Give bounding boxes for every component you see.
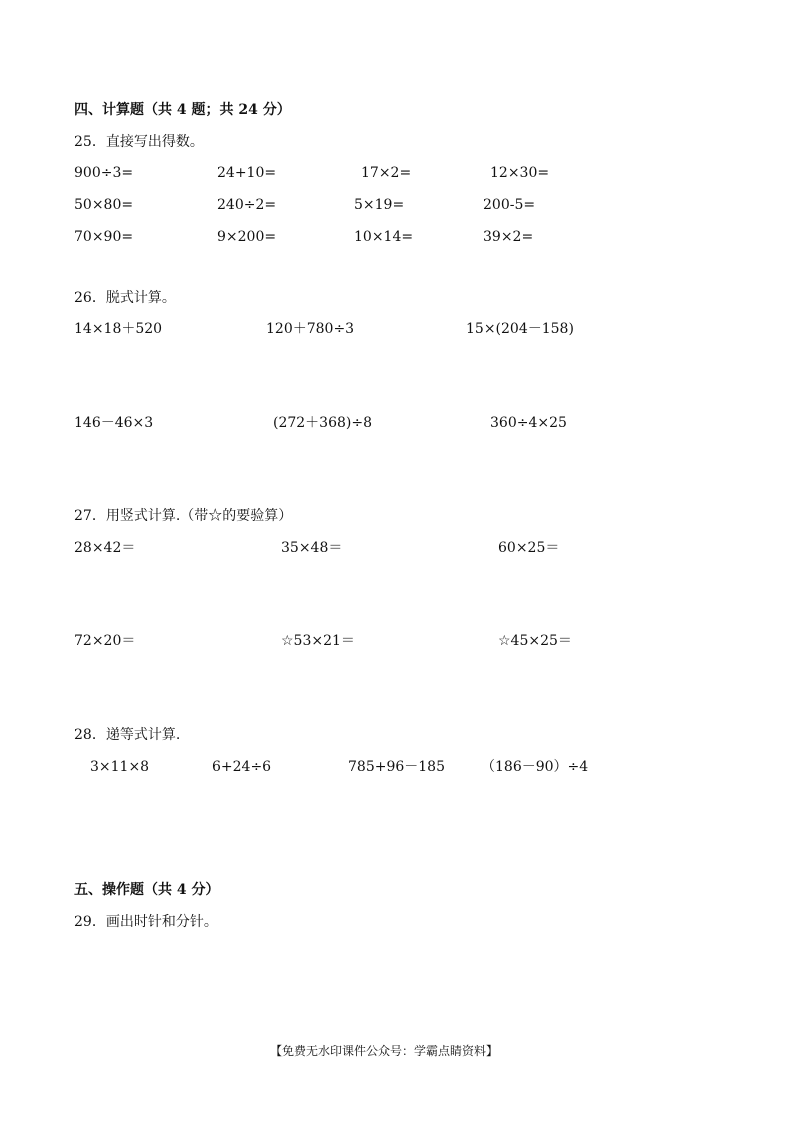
- q26-label: 26．脱式计算。: [74, 290, 176, 306]
- section5-title: 五、操作题（共 4 分）: [74, 882, 220, 898]
- q25-item: 5×19=: [354, 197, 405, 213]
- q25-label: 25．直接写出得数。: [74, 134, 204, 150]
- q27-label: 27．用竖式计算.（带☆的要验算）: [74, 508, 293, 524]
- q28-item: 785+96－185: [348, 759, 445, 775]
- q27-item: 72×20＝: [74, 633, 136, 649]
- q27-item: 28×42＝: [74, 540, 136, 556]
- q28-item: （186－90）÷4: [481, 759, 589, 775]
- q25-item: 70×90=: [74, 229, 134, 245]
- q29-label: 29．画出时针和分针。: [74, 914, 218, 930]
- section4-title: 四、计算题（共 4 题；共 24 分）: [74, 102, 291, 118]
- q25-item: 900÷3=: [74, 165, 134, 181]
- q25-item: 12×30=: [490, 165, 550, 181]
- q25-item: 24+10=: [217, 165, 277, 181]
- q26-item: 15×(204－158): [466, 321, 574, 337]
- q27-item: 60×25＝: [498, 540, 560, 556]
- q25-item: 50×80=: [74, 197, 134, 213]
- q25-item: 10×14=: [354, 229, 414, 245]
- q25-item: 240÷2=: [217, 197, 277, 213]
- q28-item: 6+24÷6: [212, 759, 272, 775]
- q26-item: 14×18＋520: [74, 321, 163, 337]
- q28-label: 28．递等式计算.: [74, 727, 181, 743]
- q25-item: 17×2=: [361, 165, 412, 181]
- q25-item: 9×200=: [217, 229, 277, 245]
- q26-item: 360÷4×25: [490, 415, 567, 431]
- q25-item: 39×2=: [483, 229, 534, 245]
- q27-item: ☆45×25＝: [498, 633, 572, 649]
- q26-item: (272＋368)÷8: [273, 415, 373, 431]
- footer-note: 【免费无水印课件公众号：学霸点睛资料】: [270, 1044, 499, 1058]
- q25-item: 200-5=: [483, 197, 536, 213]
- q26-item: 120＋780÷3: [266, 321, 355, 337]
- q27-item: 35×48＝: [281, 540, 343, 556]
- q27-item: ☆53×21＝: [281, 633, 355, 649]
- q26-item: 146－46×3: [74, 415, 154, 431]
- q28-item: 3×11×8: [90, 759, 150, 775]
